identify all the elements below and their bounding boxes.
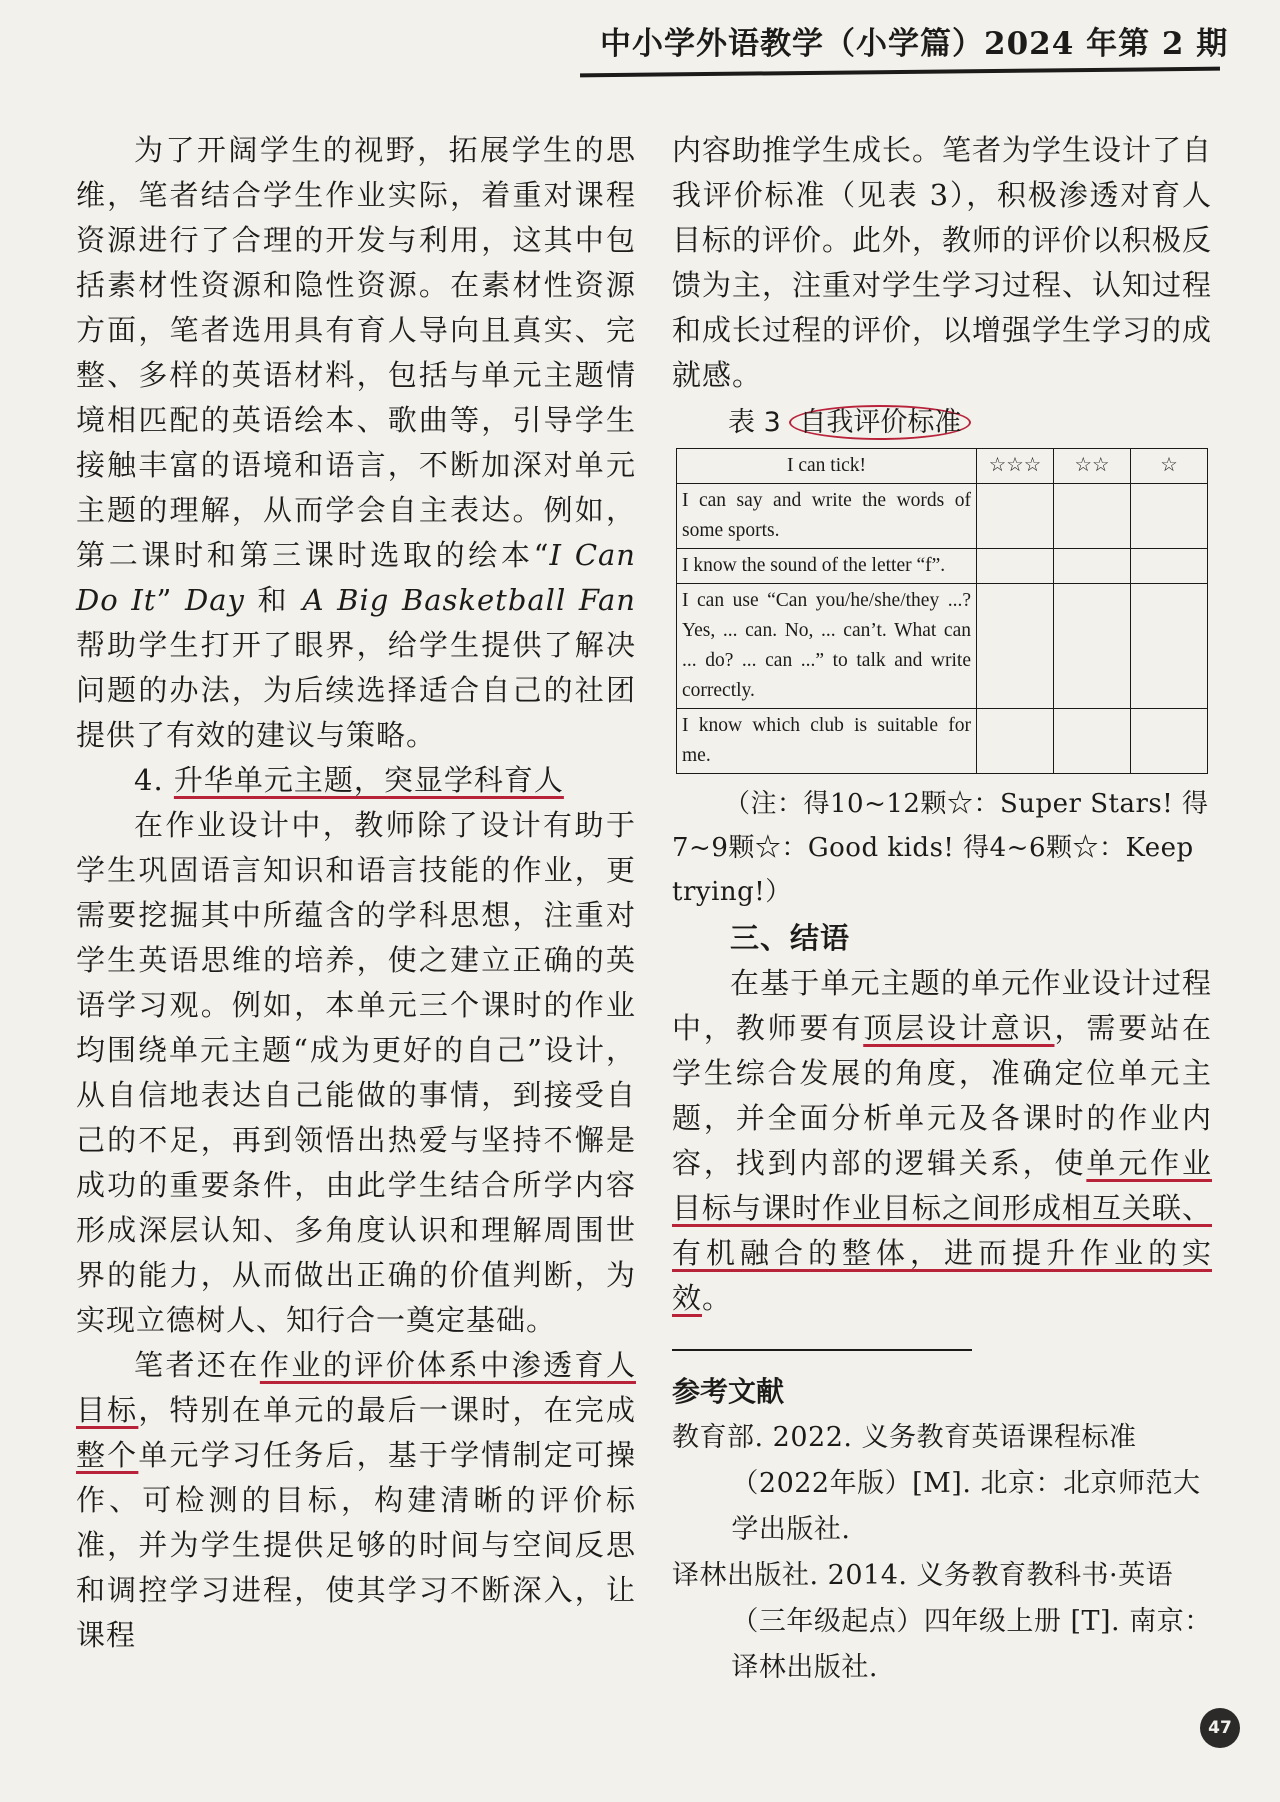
paragraph-curriculum-resources — [76, 128, 636, 758]
table-header-one-star: ☆ — [1131, 449, 1208, 484]
text-run: 。 — [702, 1281, 733, 1315]
header-rule — [580, 67, 1220, 78]
table-row — [677, 484, 1208, 549]
reference-item: 译林出版社. 2014. 义务教育教科书·英语（三年级起点）四年级上册 [T]. 南京：译林出版社. — [672, 1560, 1212, 1683]
text-run: 为了开阔学生的视野，拓展学生的思维，笔者结合学生作业实际，着重对课程资源进行了合理的开发与利用，这其中包括素材性资源和隐性资源。在素材性资源方面，笔者选用具有育人导向且真实、完整、多样的英语材料，包括与单元主题情境相匹配的英语绘本、歌曲等，引导学生接触丰富的语境和语言，不断加深对单元主题的理解，从而学会自主表达。例如，第二课时和第三课时选取的绘本“ — [76, 133, 636, 572]
table-cell-empty — [977, 484, 1054, 549]
table-cell-empty — [1054, 709, 1131, 774]
text-run: 和 — [244, 583, 303, 617]
italic-title: A Big Basketball Fan — [302, 583, 636, 617]
text-run: 帮助学生打开了眼界，给学生提供了解决问题的办法，为后续选择适合自己的社团提供了有效的建议与策略。 — [76, 628, 636, 752]
table-cell-empty — [1131, 484, 1208, 549]
text-run: 单元学习任务后，基于学情制定可操作、可检测的目标，构建清晰的评价标准，并为学生提供足够的时间与空间反思和调控学习进程，使其学习不断深入，让课程 — [76, 1438, 636, 1652]
reference-item: 教育部. 2022. 义务教育英语课程标准（2022年版）[M]. 北京：北京师范大学出版社. — [672, 1422, 1201, 1545]
table-caption-title: 自我评价标准 — [789, 405, 971, 440]
table-cell-empty — [977, 584, 1054, 709]
text-run: ，需要站在学生综合发展的角度，准确定位单元主题，并全面分析单元及各课时的作业内容，找到内部的逻辑关系，使 — [672, 1011, 1212, 1180]
pen-underline: 单元作业目标与课时作业目标之间形成相互关联、有机融合的整体，进而提升作业的实效 — [672, 1146, 1213, 1315]
table-cell-criterion: I can use “Can you/he/she/they ...? Yes, ... can. No, ... can’t. What can ... do? ... can ...” to talk and write correctly. — [677, 584, 977, 709]
paragraph-continued: 内容助推学生成长。笔者为学生设计了自我评价标准（见表 3），积极渗透对育人目标的评价。此外，教师的评价以积极反馈为主，注重对学生学习过程、认知过程和成长过程的评价，以增强学生学习的成就感。 — [672, 133, 1213, 392]
table-cell-empty — [977, 709, 1054, 774]
text-run: 在基于单元主题的单元作业设计过程中，教师要有 — [672, 966, 1212, 1045]
table-cell-empty — [1131, 709, 1208, 774]
table-cell-empty — [1131, 584, 1208, 709]
pen-underline: 整个 — [76, 1438, 139, 1472]
table-cell-criterion: I know which club is suitable for me. — [677, 709, 977, 774]
italic-title: I Can Do It — [76, 538, 636, 617]
table-cell-criterion: I know the sound of the letter “f”. — [677, 549, 977, 584]
table-cell-empty — [1054, 584, 1131, 709]
table-header-three-stars: ☆☆☆ — [977, 449, 1054, 484]
table-cell-empty — [1054, 484, 1131, 549]
pen-underline: 顶层设计意识 — [863, 1011, 1055, 1045]
references-divider — [672, 1349, 972, 1351]
table-caption-prefix: 表 3 — [728, 407, 790, 438]
table-header-two-stars: ☆☆ — [1054, 449, 1131, 484]
paragraph-conclusion — [672, 961, 1212, 1321]
right-column — [672, 128, 1212, 1691]
self-evaluation-table — [676, 448, 1208, 774]
table-row — [677, 584, 1208, 709]
references-title: 参考文献 — [672, 1375, 785, 1408]
table-note: （注：得10~12颗☆：Super Stars! 得7~9颗☆：Good kids! 得4~6颗☆：Keep trying!） — [672, 789, 1209, 907]
subheading-number: 4. — [134, 763, 174, 797]
subheading-text: 升华单元主题，突显学科育人 — [173, 763, 564, 797]
table-cell-empty — [977, 549, 1054, 584]
text-run: 笔者还在 — [134, 1348, 260, 1382]
table-row — [677, 709, 1208, 774]
text-run: ，特别在单元的最后一课时，在完成 — [138, 1393, 636, 1427]
table-cell-empty — [1054, 549, 1131, 584]
table-header-row — [677, 449, 1208, 484]
italic-title: Day — [184, 583, 245, 617]
table-cell-empty — [1131, 549, 1208, 584]
table-caption — [672, 402, 1212, 444]
running-header: 中小学外语教学（小学篇）2024 年第 2 期 — [600, 26, 1229, 62]
pen-underline: 作业的评价体系中渗透育人目标 — [76, 1348, 636, 1427]
table-cell-criterion: I can say and write the words of some sports. — [677, 484, 977, 549]
subheading-4 — [76, 758, 636, 803]
left-column — [76, 128, 636, 1658]
paragraph-subject-education: 在作业设计中，教师除了设计有助于学生巩固语言知识和语言技能的作业，更需要挖掘其中所蕴含的学科思想，注重对学生英语思维的培养，使之建立正确的英语学习观。例如，本单元三个课时的作业均围绕单元主题“成为更好的自己”设计，从自信地表达自己能做的事情，到接受自己的不足，再到领悟出热爱与坚持不懈是成功的重要条件，由此学生结合所学内容形成深层认知、多角度认识和理解周围世界的能力，从而做出正确的价值判断，为实现立德树人、知行合一奠定基础。 — [76, 808, 636, 1337]
section-heading-conclusion: 三、结语 — [730, 921, 851, 955]
paragraph-evaluation-system — [76, 1343, 636, 1658]
text-run: ” — [156, 583, 185, 617]
page-number-badge: 47 — [1200, 1708, 1240, 1748]
table-row — [677, 549, 1208, 584]
table-header-ican: I can tick! — [677, 449, 977, 484]
